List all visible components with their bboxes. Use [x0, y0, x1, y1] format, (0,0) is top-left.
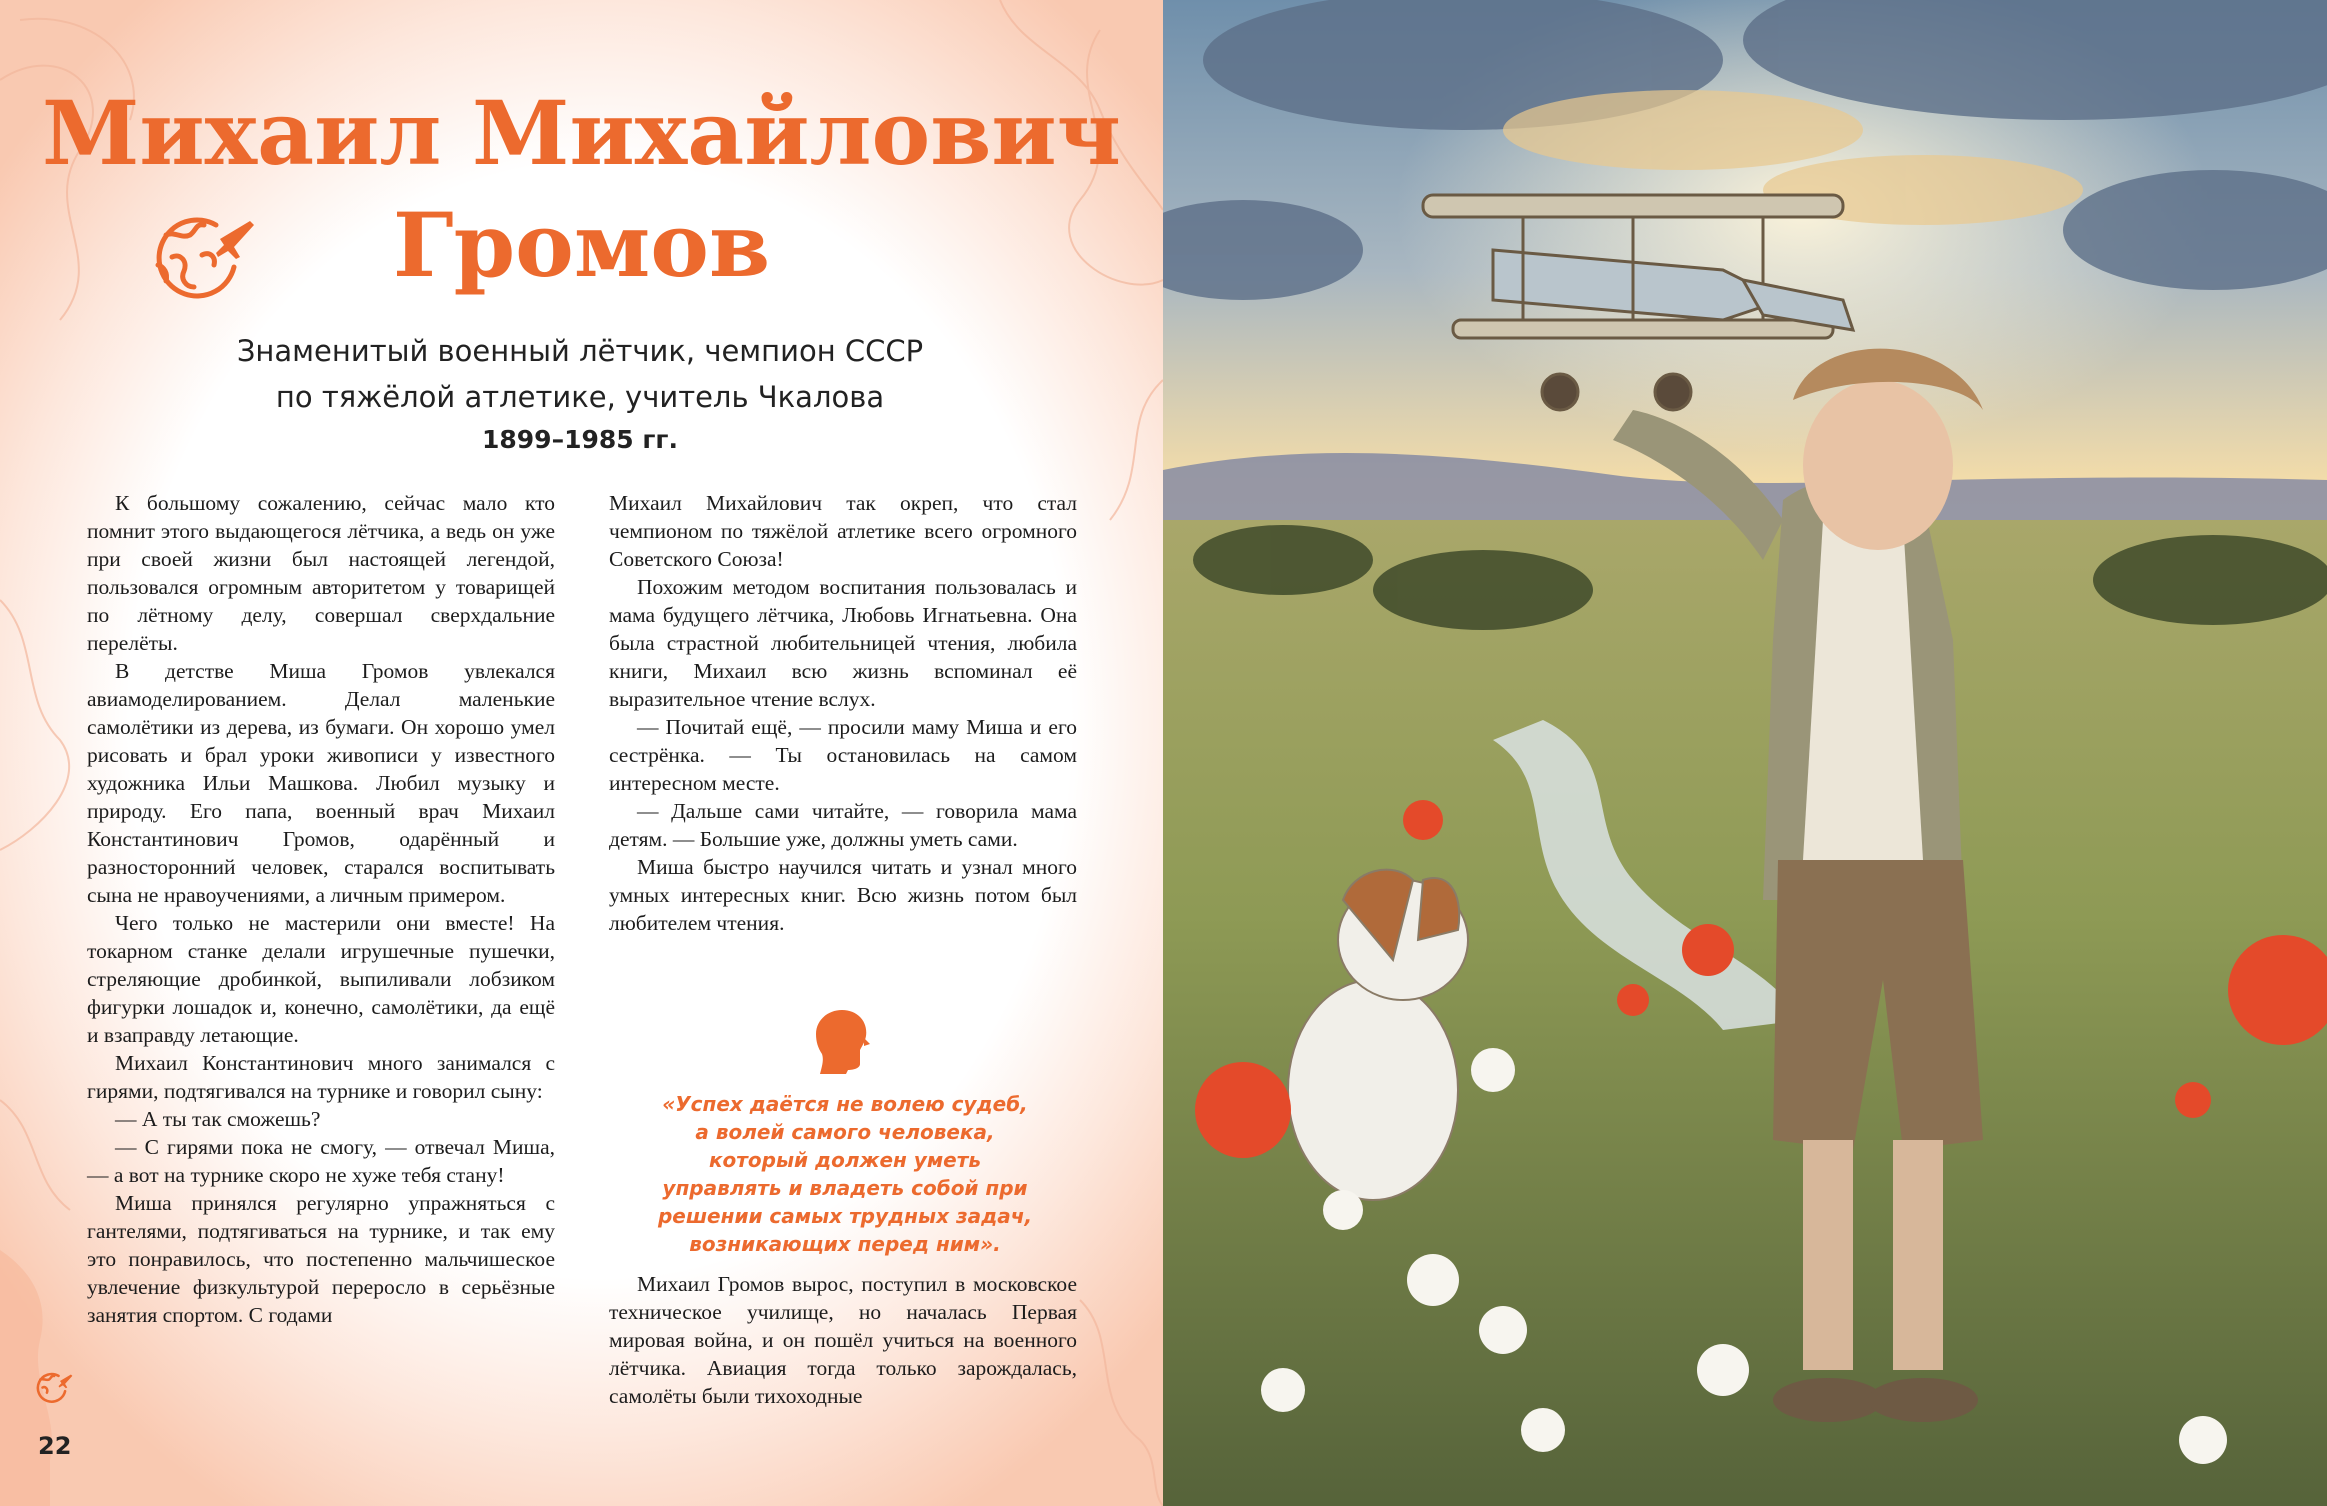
paragraph: — Дальше сами читайте, — говорила мама детям. — Большие уже, должны уметь сами. — [609, 799, 1077, 851]
paragraph: — С гирями пока не смогу, — отвечал Миша, — а вот на турнике скоро не хуже тебя стану! — [87, 1135, 555, 1187]
life-years: 1899–1985 гг. — [482, 425, 678, 454]
small-globe-airplane-icon — [30, 1365, 74, 1405]
paragraph: Чего только не мастерили они вместе! На токарном станке делали игрушечные пушечки, стреляющие дробинкой, выпиливали лобзиком фигурки лошадок и, конечно, самолётики, да ещё и взаправду летающие. — [87, 911, 555, 1047]
paragraph: К большому сожалению, сейчас мало кто помнит этого выдающегося лётчика, а ведь он уже при своей жизни был настоящей легендой, пользовался огромным авторитетом у товарищей по лётному делу, совершал сверхдальние перелёты. — [87, 491, 555, 655]
paragraph: Михаил Михайлович так окреп, что стал чемпионом по тяжёлой атлетике всего огромного Советского Союза! — [609, 491, 1077, 571]
quote-line: который должен уметь — [708, 1148, 981, 1172]
paragraph: — Почитай ещё, — просили маму Миша и его сестрёнка. — Ты остановилась на самом интересном месте. — [609, 715, 1077, 795]
page-title-line2: Громов — [392, 193, 771, 297]
subtitle-line2: по тяжёлой атлетике, учитель Чкалова — [275, 380, 885, 414]
paragraph: Михаил Константинович много занимался с гирями, подтягивался на турнике и говорил сыну: — [87, 1051, 555, 1103]
right-page-illustration — [1163, 0, 2327, 1506]
quote-block — [655, 1090, 1035, 1258]
quote-line: решении самых трудных задач, — [657, 1204, 1033, 1228]
paragraph: — А ты так сможешь? — [115, 1107, 321, 1131]
boy-with-airplane-illustration — [1163, 0, 2327, 1506]
left-page — [0, 0, 1163, 1506]
paragraph: Похожим методом воспитания пользовалась и мама будущего лётчика, Любовь Игнатьевна. Она была страстной любительницей чтения, любила книги, Михаил всю жизнь вспоминал её выразительное чтение вслух. — [609, 575, 1077, 711]
quote-line: а волей самого человека, — [695, 1120, 995, 1144]
text-column-right-bottom — [609, 1270, 1077, 1410]
paragraph: Миша быстро научился читать и узнал много умных интересных книг. Всю жизнь потом был любителем чтения. — [609, 855, 1077, 935]
page-number: 22 — [38, 1432, 72, 1460]
quote-line: возникающих перед ним». — [689, 1232, 1001, 1256]
text-column-left — [87, 489, 555, 1329]
globe-airplane-icon — [138, 195, 258, 305]
subtitle-line1: Знаменитый военный лётчик, чемпион СССР — [236, 334, 924, 368]
paragraph: В детстве Миша Громов увлекался авиамоделированием. Делал маленькие самолётики из дерева, из бумаги. Он хорошо умел рисовать и брал уроки живописи у известного художника Ильи Машкова. Любил музыку и природу. Его папа, военный врач Михаил Константинович Громов, одарённый и разносторонний человек, старался воспитывать сына не нравоучениями, а личным примером. — [87, 659, 555, 907]
paragraph: Михаил Громов вырос, поступил в московское техническое училище, но началась Первая мировая война, и он пошёл учиться на военного лётчика. Авиация тогда только зарождалась, самолёты были тихоходные — [609, 1272, 1077, 1408]
page-title-line1: Михаил Михайлович — [41, 81, 1122, 185]
quote-line: «Успех даётся не волею судеб, — [662, 1092, 1028, 1116]
subtitle — [150, 328, 1010, 420]
text-column-right-top — [609, 489, 1077, 937]
quote-line: управлять и владеть собой при — [662, 1176, 1028, 1200]
child-profile-silhouette-icon — [814, 1008, 872, 1074]
paragraph: Миша принялся регулярно упражняться с гантелями, подтягиваться на турнике, и так ему это понравилось, что постепенно мальчишеское увлечение физкультурой переросло в серьёзные занятия спортом. С годами — [87, 1191, 555, 1327]
